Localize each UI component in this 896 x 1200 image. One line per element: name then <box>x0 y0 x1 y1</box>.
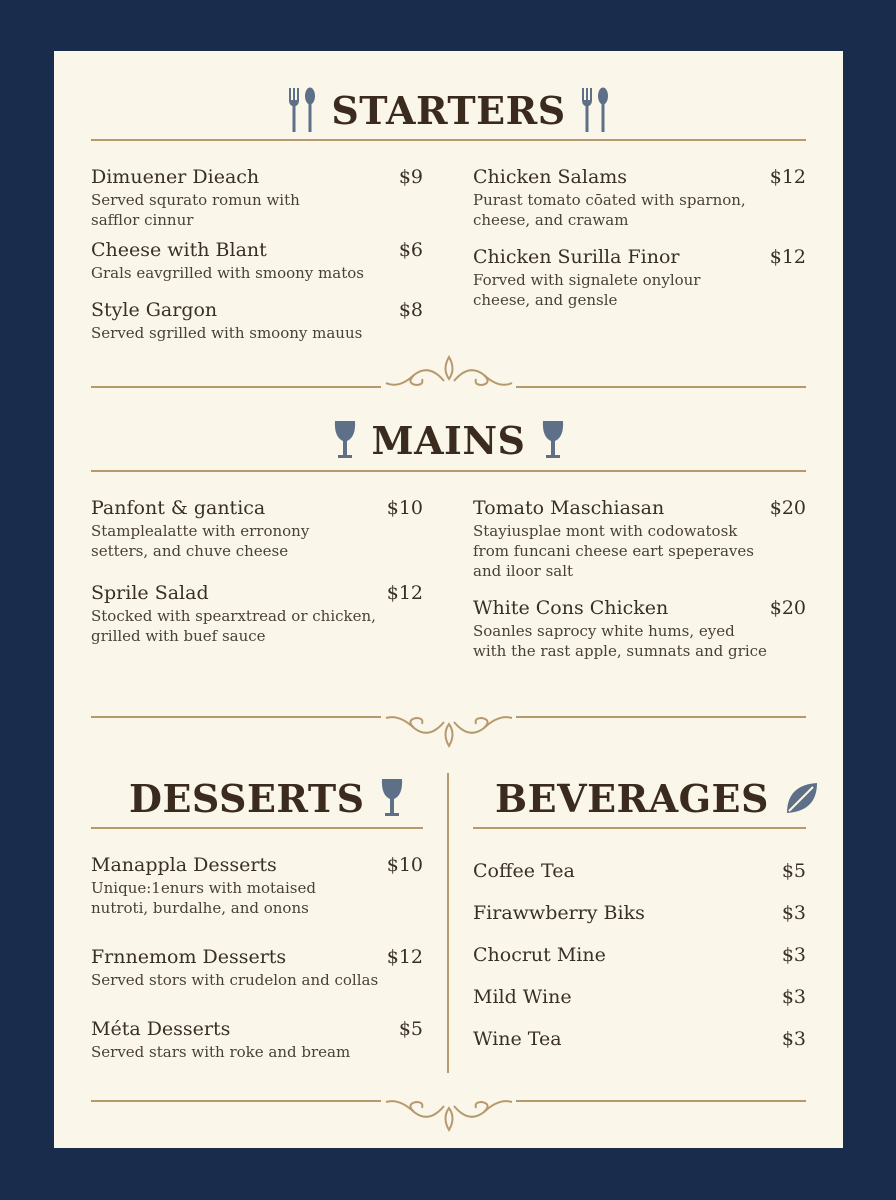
item-name: Tomato Maschiasan <box>473 497 665 519</box>
menu-item <box>473 246 806 310</box>
item-name: Sprile Salad <box>91 582 209 604</box>
starters-title: STARTERS <box>331 87 566 133</box>
menu-item <box>91 1018 423 1062</box>
item-price: $6 <box>398 239 423 261</box>
wine-glass-icon <box>379 777 405 819</box>
menu-item <box>473 166 806 230</box>
divider-line <box>91 1100 381 1102</box>
divider-line <box>91 716 381 718</box>
item-price: $3 <box>781 1028 806 1050</box>
item-description: Served sgrilled with smoony mauus <box>91 324 363 342</box>
item-description: Soanles saprocy white hums, eyed with the rast apple, sumnats and grice <box>473 622 767 660</box>
item-name: Cheese with Blant <box>91 239 267 261</box>
item-price: $12 <box>386 582 423 604</box>
item-name: Firawwberry Biks <box>473 902 645 924</box>
item-name: Wine Tea <box>473 1028 562 1050</box>
item-price: $8 <box>398 299 423 321</box>
beverage-item <box>473 902 806 924</box>
starters-heading <box>91 83 806 137</box>
item-price: $20 <box>769 497 806 519</box>
menu-item <box>91 299 423 343</box>
desserts-rule <box>91 827 423 829</box>
menu-item <box>91 239 423 283</box>
item-price: $5 <box>781 860 806 882</box>
fork-spoon-icon <box>580 86 610 134</box>
divider-line <box>516 386 806 388</box>
menu-item <box>91 497 423 561</box>
menu-item <box>91 854 423 918</box>
item-name: Style Gargon <box>91 299 218 321</box>
item-price: $12 <box>769 246 806 268</box>
item-name: Frnnemom Desserts <box>91 946 287 968</box>
item-description: Served squrato romun with safflor cinnur <box>91 191 300 229</box>
wine-glass-icon <box>332 419 358 461</box>
item-description: Stamplealatte with erronony setters, and chuve cheese <box>91 522 310 560</box>
item-name: Manappla Desserts <box>91 854 277 876</box>
column-divider <box>447 773 449 1073</box>
beverage-item <box>473 1028 806 1050</box>
mains-rule <box>91 470 806 472</box>
item-price: $5 <box>398 1018 423 1040</box>
beverage-item <box>473 944 806 966</box>
flourish-ornament-icon <box>384 1094 514 1134</box>
fork-spoon-icon <box>287 86 317 134</box>
wine-glass-icon <box>540 419 566 461</box>
item-name: Chicken Salams <box>473 166 628 188</box>
item-name: Chocrut Mine <box>473 944 606 966</box>
item-price: $3 <box>781 986 806 1008</box>
item-price: $12 <box>769 166 806 188</box>
item-price: $12 <box>386 946 423 968</box>
beverage-item <box>473 860 806 882</box>
item-name: Panfont & gantica <box>91 497 266 519</box>
starters-rule <box>91 139 806 141</box>
leaf-icon <box>783 779 821 817</box>
menu-item <box>473 497 806 581</box>
menu-item <box>473 597 806 661</box>
flourish-ornament-icon <box>384 710 514 750</box>
item-description: Stocked with spearxtread or chicken, grilled with buef sauce <box>91 607 376 645</box>
item-name: Méta Desserts <box>91 1018 231 1040</box>
item-description: Unique:1enurs with motaised nutroti, burdalhe, and onons <box>91 879 316 917</box>
beverages-title: BEVERAGES <box>495 775 769 821</box>
mains-heading <box>91 414 806 466</box>
item-price: $3 <box>781 902 806 924</box>
desserts-heading <box>91 772 423 824</box>
item-description: Served stors with crudelon and collas <box>91 971 379 989</box>
beverages-heading <box>473 772 806 824</box>
item-description: Purast tomato cōated with sparnon, cheese, and crawam <box>473 191 746 229</box>
item-name: Mild Wine <box>473 986 572 1008</box>
divider-line <box>516 716 806 718</box>
menu-item <box>91 946 423 990</box>
item-description: Grals eavgrilled with smoony matos <box>91 264 364 282</box>
beverage-item <box>473 986 806 1008</box>
menu-item <box>91 166 423 230</box>
item-price: $20 <box>769 597 806 619</box>
item-name: Chicken Surilla Finor <box>473 246 680 268</box>
item-name: White Cons Chicken <box>473 597 669 619</box>
item-price: $3 <box>781 944 806 966</box>
divider-line <box>91 386 381 388</box>
item-name: Coffee Tea <box>473 860 575 882</box>
menu-item <box>91 582 423 646</box>
beverages-rule <box>473 827 806 829</box>
desserts-title: DESSERTS <box>129 775 365 821</box>
item-price: $10 <box>386 497 423 519</box>
item-description: Stayiusplae mont with codowatosk from funcani cheese eart speperaves and iloor salt <box>473 522 754 580</box>
item-name: Dimuener Dieach <box>91 166 260 188</box>
item-price: $10 <box>386 854 423 876</box>
mains-title: MAINS <box>371 417 526 463</box>
divider-line <box>516 1100 806 1102</box>
item-description: Forved with signalete onylour cheese, and gensle <box>473 271 701 309</box>
item-price: $9 <box>398 166 423 188</box>
item-description: Served stars with roke and bream <box>91 1043 351 1061</box>
flourish-ornament-icon <box>384 353 514 393</box>
